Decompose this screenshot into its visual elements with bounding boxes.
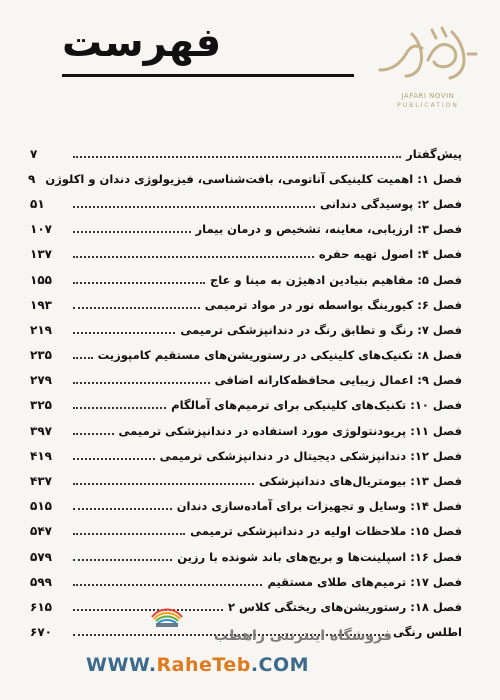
- watermark-store-name: فروشگاه اینترنتی راهطب: [213, 628, 392, 644]
- page-title: فهرست: [62, 20, 222, 66]
- toc-chapter-title: فصل ۱۵: ملاحظات اولیه در دندانپزشکی ترمیمی: [190, 524, 462, 539]
- toc-row[interactable]: [30, 494, 462, 519]
- toc-row[interactable]: [30, 368, 462, 393]
- toc-page-number: ۱۵۵: [30, 272, 52, 287]
- toc-page-number: ۷: [30, 146, 38, 161]
- toc-dot-leader: [73, 533, 185, 535]
- toc-dot-leader: [73, 282, 205, 284]
- watermark-url-prefix: WWW.: [86, 654, 157, 676]
- toc-chapter-title: پیش‌گفتار: [406, 146, 462, 161]
- toc-page-number: ۵۱۵: [30, 499, 52, 514]
- toc-page-number: ۵۴۷: [30, 524, 52, 539]
- toc-chapter-title: فصل ۱۶: اسپلینت‌ها و بریج‌های باند شونده با رزین: [177, 549, 462, 564]
- watermark-url-brand: RaheTeb: [156, 654, 251, 676]
- toc-page-number: ۵۱: [30, 196, 45, 211]
- publisher-logo: [372, 20, 482, 90]
- toc-chapter-title: فصل ۱۰: تکنیک‌های کلینیکی برای ترمیم‌های آمالگام: [171, 398, 462, 413]
- title-underline: [62, 74, 354, 77]
- table-of-contents: [30, 141, 462, 645]
- watermark-url[interactable]: [86, 654, 309, 676]
- toc-page-number: ۴۱۹: [30, 448, 52, 463]
- toc-chapter-title: فصل ۶: کیورینگ بواسطه نور در مواد ترمیمی: [204, 297, 462, 312]
- toc-page-number: ۲۱۹: [30, 322, 52, 337]
- toc-page-number: ۱۹۳: [30, 297, 52, 312]
- toc-page-number: ۲۳۵: [30, 348, 52, 363]
- toc-page-number: ۳۹۷: [30, 423, 52, 438]
- toc-dot-leader: [73, 307, 200, 309]
- publisher-name: JAFARI NOVIN: [401, 92, 455, 100]
- publisher-subtitle: PUBLICATION: [397, 102, 459, 109]
- toc-chapter-title: فصل ۲: پوسیدگی دندانی: [319, 196, 462, 211]
- toc-dot-leader: [73, 483, 254, 485]
- toc-dot-leader: [73, 382, 210, 384]
- toc-row[interactable]: [30, 544, 462, 569]
- toc-chapter-title: فصل ۴: اصول تهیه حفره: [318, 247, 462, 262]
- toc-chapter-title: فصل ۸: تکنیک‌های کلینیکی در رستوریشن‌های مستقیم کامپوزیت: [97, 348, 462, 363]
- toc-dot-leader: [73, 609, 223, 611]
- toc-chapter-title: فصل ۱۱: پریودنتولوژی مورد استفاده در دندانپزشکی ترمیمی: [118, 423, 462, 438]
- toc-row[interactable]: [30, 569, 462, 594]
- toc-row[interactable]: [30, 519, 462, 544]
- toc-row[interactable]: [30, 443, 462, 468]
- toc-chapter-title: فصل ۵: مفاهیم بنیادین ادهیژن به مینا و عاج: [209, 272, 462, 287]
- toc-row[interactable]: [30, 393, 462, 418]
- toc-page-number: ۵۷۹: [30, 549, 52, 564]
- toc-dot-leader: [73, 407, 166, 409]
- toc-dot-leader: [73, 584, 262, 586]
- toc-page-number: ۱۳۷: [30, 247, 52, 262]
- toc-chapter-title: فصل ۱: اهمیت کلینیکی آناتومی، بافت‌شناسی، فیزیولوژی دندان و اکلوژن: [45, 171, 462, 186]
- toc-dot-leader: [73, 332, 175, 334]
- toc-chapter-title: فصل ۱۸: رستوریشن‌های ریختگی کلاس ۲: [227, 599, 462, 614]
- toc-page-number: ۶۷۰: [30, 625, 52, 640]
- toc-dot-leader: [73, 357, 93, 359]
- toc-dot-leader: [73, 508, 172, 510]
- book-stack-icon: [150, 603, 184, 629]
- toc-row[interactable]: [30, 292, 462, 317]
- toc-dot-leader: [73, 156, 401, 158]
- toc-row[interactable]: [30, 191, 462, 216]
- toc-chapter-title: فصل ۱۴: وسایل و تجهیزات برای آماده‌سازی دندان: [176, 499, 462, 514]
- toc-chapter-title: اطلس رنگی: [393, 625, 462, 640]
- toc-chapter-title: فصل ۱۷: ترمیم‌های طلای مستقیم: [267, 574, 462, 589]
- toc-chapter-title: فصل ۹: اعمال زیبایی محافظه‌کارانه اضافی: [214, 373, 462, 388]
- toc-chapter-title: فصل ۱۲: دندانپزشکی دیجیتال در دندانپزشکی ترمیمی: [159, 448, 462, 463]
- toc-page-number: ۹: [28, 171, 36, 186]
- toc-dot-leader: [73, 458, 155, 460]
- toc-dot-leader: [73, 559, 172, 561]
- toc-row[interactable]: [30, 141, 462, 166]
- toc-row[interactable]: [30, 242, 462, 267]
- toc-row[interactable]: [30, 267, 462, 292]
- toc-dot-leader: [73, 433, 114, 435]
- toc-page-number: ۳۲۵: [30, 398, 52, 413]
- toc-page-number: ۴۳۷: [30, 474, 52, 489]
- toc-row[interactable]: [30, 317, 462, 342]
- toc-dot-leader: [73, 256, 314, 258]
- toc-page-number: ۲۷۹: [30, 373, 52, 388]
- toc-row[interactable]: [30, 468, 462, 493]
- publisher-logo-icon: [372, 20, 482, 86]
- toc-row[interactable]: [30, 217, 462, 242]
- toc-page-number: ۶۱۵: [30, 599, 52, 614]
- toc-dot-leader: [73, 206, 315, 208]
- toc-row[interactable]: [30, 418, 462, 443]
- toc-page-number: ۵۹۹: [30, 574, 52, 589]
- watermark-url-suffix: .COM: [250, 654, 310, 676]
- toc-page-number: ۱۰۷: [30, 222, 52, 237]
- toc-chapter-title: فصل ۷: رنگ و تطابق رنگ در دندانپزشکی ترمیمی: [180, 322, 462, 337]
- toc-row[interactable]: [30, 594, 462, 619]
- toc-row[interactable]: [30, 343, 462, 368]
- toc-dot-leader: [73, 231, 191, 233]
- toc-chapter-title: فصل ۱۳: بیومتریال‌های دندانپزشکی: [258, 474, 462, 489]
- toc-chapter-title: فصل ۳: ارزیابی، معاینه، تشخیص و درمان بیمار: [195, 222, 462, 237]
- toc-row[interactable]: [30, 166, 462, 191]
